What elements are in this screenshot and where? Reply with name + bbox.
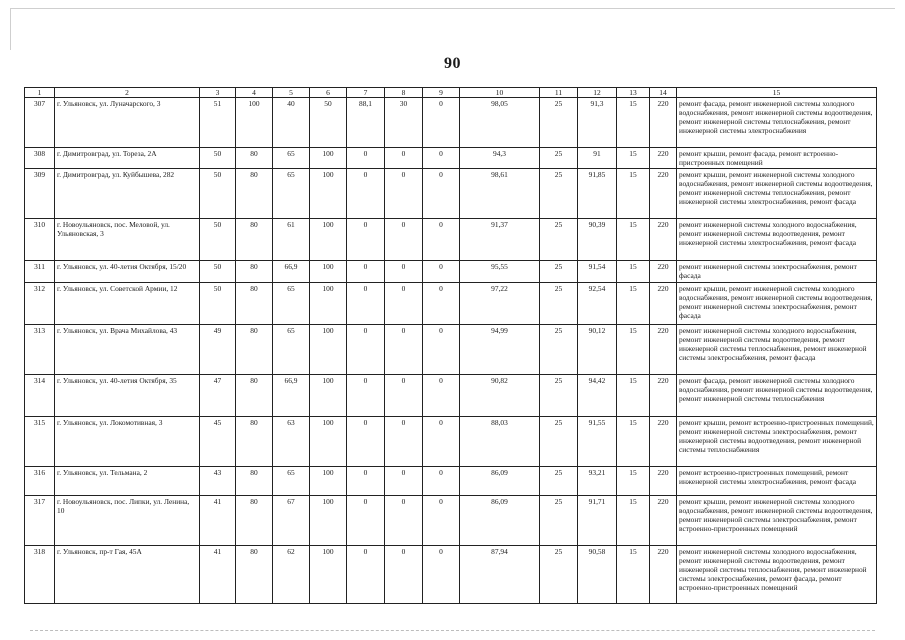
table-row (25, 261, 877, 283)
value-cell: 41 (200, 546, 236, 604)
value-cell: 97,22 (460, 283, 540, 325)
value-cell: 47 (200, 375, 236, 417)
value-cell: 25 (540, 546, 578, 604)
address-cell: г. Ульяновск, ул. 40-летия Октября, 35 (55, 375, 200, 417)
column-header: 7 (347, 88, 385, 98)
works-cell: ремонт фасада, ремонт инженерной системы холодного водоснабжения, ремонт инженерной системы водоотведения, ремонт инженерной системы теплоснабжения, ремонт инженерной системы электроснабжения (677, 98, 877, 148)
table-row (25, 325, 877, 375)
row-number: 312 (25, 283, 55, 325)
column-header: 3 (200, 88, 236, 98)
column-number-header-row (25, 88, 877, 98)
column-header: 9 (423, 88, 460, 98)
column-header: 4 (236, 88, 273, 98)
works-cell: ремонт крыши, ремонт фасада, ремонт встроенно-пристроенных помещений (677, 148, 877, 169)
value-cell: 94,99 (460, 325, 540, 375)
value-cell: 0 (423, 417, 460, 467)
value-cell: 87,94 (460, 546, 540, 604)
address-cell: г. Ульяновск, ул. Локомотивная, 3 (55, 417, 200, 467)
value-cell: 90,12 (578, 325, 617, 375)
value-cell: 67 (273, 496, 310, 546)
scan-bottom-edge (30, 630, 875, 631)
value-cell: 91,55 (578, 417, 617, 467)
value-cell: 0 (423, 496, 460, 546)
value-cell: 91,54 (578, 261, 617, 283)
value-cell: 25 (540, 417, 578, 467)
row-number: 318 (25, 546, 55, 604)
value-cell: 41 (200, 496, 236, 546)
value-cell: 91,3 (578, 98, 617, 148)
value-cell: 25 (540, 283, 578, 325)
table-row (25, 546, 877, 604)
value-cell: 91,37 (460, 219, 540, 261)
value-cell: 80 (236, 148, 273, 169)
row-number: 311 (25, 261, 55, 283)
works-cell: ремонт встроенно-пристроенных помещений, ремонт инженерной системы электроснабжения, ремонт фасада (677, 467, 877, 496)
row-number: 308 (25, 148, 55, 169)
column-header: 12 (578, 88, 617, 98)
works-cell: ремонт инженерной системы холодного водоснабжения, ремонт инженерной системы водоотведения, ремонт инженерной системы электроснабжения, ремонт фасада (677, 219, 877, 261)
value-cell: 50 (200, 169, 236, 219)
column-header: 8 (385, 88, 423, 98)
value-cell: 100 (310, 169, 347, 219)
value-cell: 0 (385, 417, 423, 467)
value-cell: 0 (423, 169, 460, 219)
value-cell: 100 (310, 219, 347, 261)
row-number: 309 (25, 169, 55, 219)
value-cell: 220 (650, 98, 677, 148)
column-header: 10 (460, 88, 540, 98)
address-cell: г. Ульяновск, ул. Тельмана, 2 (55, 467, 200, 496)
value-cell: 0 (385, 261, 423, 283)
value-cell: 65 (273, 148, 310, 169)
value-cell: 0 (347, 261, 385, 283)
column-header: 13 (617, 88, 650, 98)
value-cell: 220 (650, 169, 677, 219)
table-row (25, 417, 877, 467)
value-cell: 25 (540, 261, 578, 283)
value-cell: 25 (540, 169, 578, 219)
value-cell: 0 (423, 219, 460, 261)
value-cell: 0 (423, 546, 460, 604)
address-cell: г. Ульяновск, ул. Советской Армии, 12 (55, 283, 200, 325)
column-header: 6 (310, 88, 347, 98)
value-cell: 80 (236, 375, 273, 417)
value-cell: 0 (423, 325, 460, 375)
value-cell: 0 (423, 98, 460, 148)
value-cell: 0 (385, 375, 423, 417)
value-cell: 25 (540, 375, 578, 417)
value-cell: 0 (423, 283, 460, 325)
table-row (25, 467, 877, 496)
address-cell: г. Ульяновск, ул. Луначарского, 3 (55, 98, 200, 148)
value-cell: 30 (385, 98, 423, 148)
column-header: 11 (540, 88, 578, 98)
row-number: 313 (25, 325, 55, 375)
value-cell: 40 (273, 98, 310, 148)
address-cell: г. Ульяновск, пр-т Гая, 45А (55, 546, 200, 604)
value-cell: 0 (385, 546, 423, 604)
table-row (25, 148, 877, 169)
column-header: 5 (273, 88, 310, 98)
row-number: 316 (25, 467, 55, 496)
value-cell: 50 (200, 283, 236, 325)
value-cell: 100 (310, 261, 347, 283)
value-cell: 15 (617, 98, 650, 148)
value-cell: 220 (650, 219, 677, 261)
table-row (25, 169, 877, 219)
value-cell: 100 (310, 467, 347, 496)
value-cell: 100 (310, 546, 347, 604)
column-header: 14 (650, 88, 677, 98)
value-cell: 0 (423, 375, 460, 417)
value-cell: 0 (423, 261, 460, 283)
address-cell: г. Ульяновск, ул. 40-летия Октября, 15/20 (55, 261, 200, 283)
value-cell: 94,42 (578, 375, 617, 417)
value-cell: 80 (236, 169, 273, 219)
column-header: 15 (677, 88, 877, 98)
value-cell: 0 (385, 283, 423, 325)
value-cell: 80 (236, 467, 273, 496)
value-cell: 0 (347, 148, 385, 169)
value-cell: 15 (617, 325, 650, 375)
value-cell: 0 (385, 219, 423, 261)
value-cell: 100 (310, 283, 347, 325)
works-cell: ремонт крыши, ремонт инженерной системы холодного водоснабжения, ремонт инженерной системы водоотведения, ремонт инженерной системы теплоснабжения, ремонт инженерной системы электроснабжения, ремонт фасада (677, 169, 877, 219)
value-cell: 0 (423, 467, 460, 496)
value-cell: 80 (236, 283, 273, 325)
value-cell: 0 (347, 467, 385, 496)
value-cell: 80 (236, 325, 273, 375)
value-cell: 80 (236, 219, 273, 261)
value-cell: 0 (347, 283, 385, 325)
value-cell: 80 (236, 546, 273, 604)
works-cell: ремонт инженерной системы холодного водоснабжения, ремонт инженерной системы водоотведения, ремонт инженерной системы теплоснабжения, ремонт инженерной системы электроснабжения, ремонт фасада (677, 325, 877, 375)
address-cell: г. Новоульяновск, пос. Меловой, ул. Ульяновская, 3 (55, 219, 200, 261)
value-cell: 220 (650, 375, 677, 417)
page-number: 90 (444, 55, 461, 72)
address-cell: г. Ульяновск, ул. Врача Михайлова, 43 (55, 325, 200, 375)
value-cell: 220 (650, 417, 677, 467)
value-cell: 92,54 (578, 283, 617, 325)
value-cell: 220 (650, 283, 677, 325)
value-cell: 80 (236, 261, 273, 283)
value-cell: 15 (617, 496, 650, 546)
value-cell: 15 (617, 467, 650, 496)
row-number: 307 (25, 98, 55, 148)
value-cell: 50 (200, 219, 236, 261)
value-cell: 63 (273, 417, 310, 467)
value-cell: 91,85 (578, 169, 617, 219)
value-cell: 100 (310, 417, 347, 467)
value-cell: 220 (650, 467, 677, 496)
address-cell: г. Димитровград, ул. Тореза, 2А (55, 148, 200, 169)
value-cell: 25 (540, 325, 578, 375)
value-cell: 90,58 (578, 546, 617, 604)
value-cell: 0 (385, 325, 423, 375)
value-cell: 15 (617, 148, 650, 169)
value-cell: 15 (617, 375, 650, 417)
value-cell: 95,55 (460, 261, 540, 283)
value-cell: 65 (273, 283, 310, 325)
works-cell: ремонт инженерной системы электроснабжения, ремонт фасада (677, 261, 877, 283)
works-cell: ремонт фасада, ремонт инженерной системы холодного водоснабжения, ремонт инженерной системы водоотведения, ремонт инженерной системы теплоснабжения (677, 375, 877, 417)
value-cell: 45 (200, 417, 236, 467)
value-cell: 0 (347, 546, 385, 604)
value-cell: 100 (236, 98, 273, 148)
value-cell: 0 (423, 148, 460, 169)
value-cell: 15 (617, 417, 650, 467)
value-cell: 65 (273, 467, 310, 496)
table-row (25, 98, 877, 148)
repair-program-table (24, 87, 877, 604)
value-cell: 100 (310, 325, 347, 375)
value-cell: 91 (578, 148, 617, 169)
value-cell: 25 (540, 496, 578, 546)
value-cell: 90,82 (460, 375, 540, 417)
table-row (25, 283, 877, 325)
value-cell: 86,09 (460, 467, 540, 496)
value-cell: 94,3 (460, 148, 540, 169)
value-cell: 93,21 (578, 467, 617, 496)
value-cell: 100 (310, 375, 347, 417)
table-row (25, 496, 877, 546)
works-cell: ремонт крыши, ремонт встроенно-пристроенных помещений, ремонт инженерной системы электроснабжения, ремонт инженерной системы водоотведения, ремонт инженерной системы теплоснабжения (677, 417, 877, 467)
scan-border-line (10, 8, 11, 50)
value-cell: 43 (200, 467, 236, 496)
value-cell: 86,09 (460, 496, 540, 546)
value-cell: 88,03 (460, 417, 540, 467)
value-cell: 0 (347, 375, 385, 417)
value-cell: 80 (236, 496, 273, 546)
value-cell: 49 (200, 325, 236, 375)
value-cell: 15 (617, 261, 650, 283)
value-cell: 91,71 (578, 496, 617, 546)
column-header: 1 (25, 88, 55, 98)
value-cell: 220 (650, 325, 677, 375)
value-cell: 100 (310, 496, 347, 546)
works-cell: ремонт крыши, ремонт инженерной системы холодного водоснабжения, ремонт инженерной системы водоотведения, ремонт инженерной системы электроснабжения, ремонт фасада (677, 283, 877, 325)
address-cell: г. Димитровград, ул. Куйбышева, 282 (55, 169, 200, 219)
value-cell: 0 (385, 467, 423, 496)
row-number: 317 (25, 496, 55, 546)
value-cell: 62 (273, 546, 310, 604)
value-cell: 220 (650, 496, 677, 546)
value-cell: 15 (617, 546, 650, 604)
value-cell: 220 (650, 148, 677, 169)
value-cell: 0 (385, 496, 423, 546)
value-cell: 220 (650, 546, 677, 604)
table-row (25, 219, 877, 261)
value-cell: 80 (236, 417, 273, 467)
value-cell: 65 (273, 325, 310, 375)
value-cell: 0 (347, 325, 385, 375)
row-number: 315 (25, 417, 55, 467)
works-cell: ремонт крыши, ремонт инженерной системы холодного водоснабжения, ремонт инженерной системы водоотведения, ремонт инженерной системы электроснабжения, ремонт встроенно-пристроенных помещений (677, 496, 877, 546)
value-cell: 100 (310, 148, 347, 169)
value-cell: 65 (273, 169, 310, 219)
value-cell: 98,61 (460, 169, 540, 219)
works-cell: ремонт инженерной системы холодного водоснабжения, ремонт инженерной системы водоотведения, ремонт инженерной системы теплоснабжения, ремонт инженерной системы электроснабжения, ремонт фасада, ремонт встроенно-пристроенных помещений (677, 546, 877, 604)
value-cell: 25 (540, 98, 578, 148)
value-cell: 25 (540, 467, 578, 496)
row-number: 310 (25, 219, 55, 261)
row-number: 314 (25, 375, 55, 417)
value-cell: 98,05 (460, 98, 540, 148)
value-cell: 90,39 (578, 219, 617, 261)
value-cell: 88,1 (347, 98, 385, 148)
table-row (25, 375, 877, 417)
address-cell: г. Новоульяновск, пос. Липки, ул. Ленина, 10 (55, 496, 200, 546)
value-cell: 51 (200, 98, 236, 148)
value-cell: 50 (200, 261, 236, 283)
value-cell: 15 (617, 283, 650, 325)
scan-border-line (10, 8, 895, 9)
value-cell: 66,9 (273, 261, 310, 283)
value-cell: 25 (540, 219, 578, 261)
value-cell: 0 (347, 219, 385, 261)
value-cell: 0 (385, 169, 423, 219)
value-cell: 50 (200, 148, 236, 169)
column-header: 2 (55, 88, 200, 98)
value-cell: 0 (385, 148, 423, 169)
value-cell: 220 (650, 261, 677, 283)
value-cell: 50 (310, 98, 347, 148)
value-cell: 25 (540, 148, 578, 169)
value-cell: 61 (273, 219, 310, 261)
value-cell: 15 (617, 169, 650, 219)
value-cell: 66,9 (273, 375, 310, 417)
value-cell: 0 (347, 169, 385, 219)
value-cell: 15 (617, 219, 650, 261)
value-cell: 0 (347, 496, 385, 546)
value-cell: 0 (347, 417, 385, 467)
